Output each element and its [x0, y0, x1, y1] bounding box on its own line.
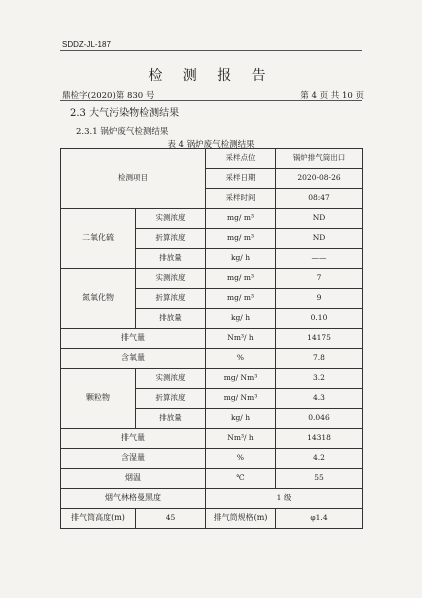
table-cell: 7.8	[276, 349, 363, 369]
table-cell: 含湿量	[61, 449, 206, 469]
table-cell: 锅炉排气筒出口	[276, 149, 363, 169]
table-cell: 二氧化硫	[61, 209, 136, 269]
table-cell: 排放量	[136, 249, 206, 269]
table-cell: kg/ h	[206, 309, 276, 329]
table-row	[61, 509, 363, 529]
table-cell: 烟气林格曼黑度	[61, 489, 206, 509]
subsection-title: 2.3.1 锅炉废气检测结果	[76, 127, 169, 137]
table-cell: %	[206, 449, 276, 469]
table-cell: mg/ Nm³	[206, 389, 276, 409]
table-cell: kg/ h	[206, 409, 276, 429]
table-cell: mg/ m³	[206, 269, 276, 289]
table-cell: 9	[276, 289, 363, 309]
table-cell: 氮氧化物	[61, 269, 136, 329]
table-row	[61, 349, 363, 369]
page-info: 第 4 页 共 10 页	[300, 91, 364, 101]
table-cell: 烟温	[61, 469, 206, 489]
table-row	[61, 209, 363, 229]
table-cell: ND	[276, 209, 363, 229]
table-cell: 折算浓度	[136, 389, 206, 409]
table-cell: ℃	[206, 469, 276, 489]
table-cell: mg/ m³	[206, 209, 276, 229]
report-number: 鼎检字(2020)第 830 号	[62, 91, 155, 101]
table-cell: Nm³/ h	[206, 429, 276, 449]
table-cell: mg/ Nm³	[206, 369, 276, 389]
table-cell: 排放量	[136, 409, 206, 429]
document-code: SDDZ-JL-187	[62, 40, 111, 49]
table-cell: 08:47	[276, 189, 363, 209]
table-cell: ND	[276, 229, 363, 249]
table-cell: 45	[136, 509, 206, 529]
table-cell: 14175	[276, 329, 363, 349]
table-cell: 实测浓度	[136, 269, 206, 289]
table-row	[61, 269, 363, 289]
table-cell: φ1.4	[276, 509, 363, 529]
table-cell: 排气量	[61, 329, 206, 349]
table-cell: 3.2	[276, 369, 363, 389]
boiler-emission-table	[60, 148, 363, 529]
table-cell: 采样点位	[206, 149, 276, 169]
table-cell: 14318	[276, 429, 363, 449]
table-cell: 4.2	[276, 449, 363, 469]
table-row	[61, 329, 363, 349]
table-row	[61, 489, 363, 509]
header-rule-2	[60, 100, 362, 101]
table-cell: 排气筒高度(m)	[61, 509, 136, 529]
table-cell: 排气筒规格(m)	[206, 509, 276, 529]
table-row	[61, 449, 363, 469]
table-row	[61, 429, 363, 449]
table-cell: 4.3	[276, 389, 363, 409]
table-cell: ——	[276, 249, 363, 269]
table-cell: kg/ h	[206, 249, 276, 269]
table-caption: 表 4 锅炉废气检测结果	[167, 140, 255, 150]
table-cell: 实测浓度	[136, 369, 206, 389]
table-cell: 7	[276, 269, 363, 289]
header-rule	[60, 50, 362, 51]
table-row	[61, 469, 363, 489]
table-cell: 55	[276, 469, 363, 489]
document-title: 检 测 报 告	[148, 68, 274, 84]
table-cell: 实测浓度	[136, 209, 206, 229]
table-cell: %	[206, 349, 276, 369]
table-cell: 颗粒物	[61, 369, 136, 429]
section-title: 2.3 大气污染物检测结果	[70, 108, 180, 119]
table-row	[61, 369, 363, 389]
table-cell: Nm³/ h	[206, 329, 276, 349]
table-cell: 折算浓度	[136, 229, 206, 249]
table-cell: 2020-08-26	[276, 169, 363, 189]
table-cell: 0.10	[276, 309, 363, 329]
table-cell: 折算浓度	[136, 289, 206, 309]
table-cell: mg/ m³	[206, 229, 276, 249]
table-cell: 排气量	[61, 429, 206, 449]
table-cell: 0.046	[276, 409, 363, 429]
table-cell: 采样日期	[206, 169, 276, 189]
table-cell: mg/ m³	[206, 289, 276, 309]
table-cell: 采样时间	[206, 189, 276, 209]
table-cell: 排放量	[136, 309, 206, 329]
table-cell: 含氧量	[61, 349, 206, 369]
table-cell: 检测项目	[61, 149, 206, 209]
table-row	[61, 149, 363, 169]
table-cell: 1 级	[206, 489, 363, 509]
